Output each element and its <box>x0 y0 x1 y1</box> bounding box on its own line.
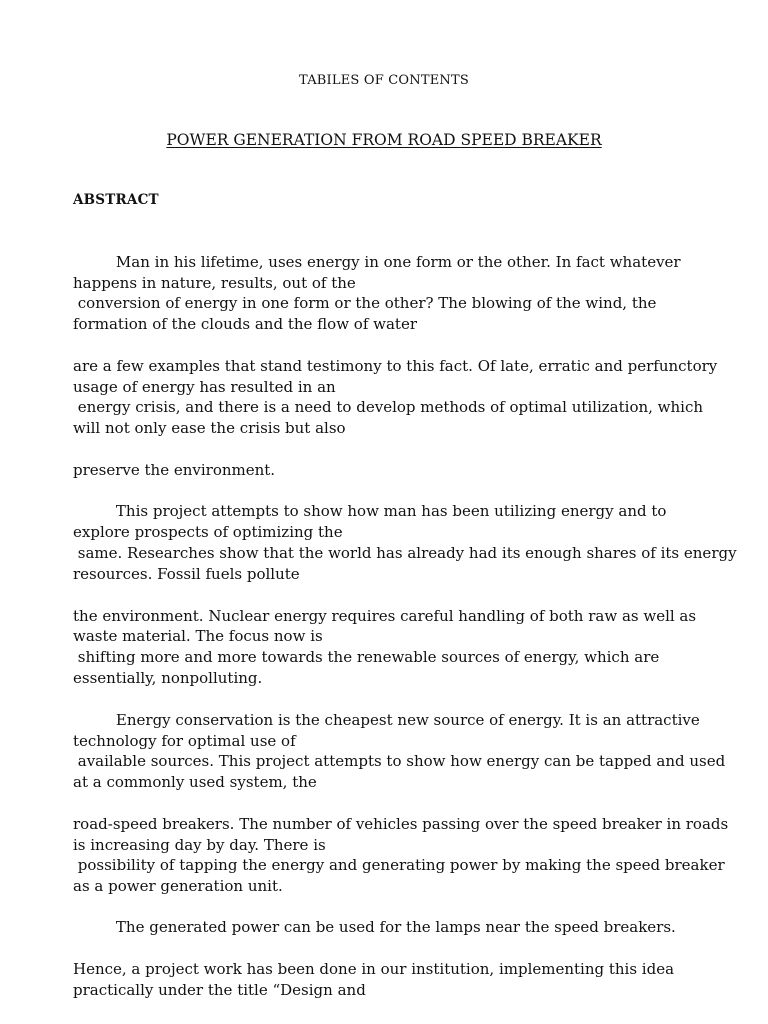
text-line: at a commonly used system, the <box>73 773 317 791</box>
text-line: shifting more and more towards the renewable sources of energy, which are <box>73 648 660 666</box>
text-line: explore prospects of optimizing the <box>73 523 343 541</box>
abstract-heading: ABSTRACT <box>73 192 159 208</box>
text-line: happens in nature, results, out of the <box>73 274 356 292</box>
document-title: POWER GENERATION FROM ROAD SPEED BREAKER <box>166 131 602 149</box>
text-line: Hence, a project work has been done in our institution, implementing this idea <box>73 960 675 978</box>
text-line: The generated power can be used for the lamps near the speed breakers. <box>73 918 676 936</box>
text-line: are a few examples that stand testimony to this fact. Of late, erratic and perfunctory <box>73 357 718 375</box>
text-line: waste material. The focus now is <box>73 627 323 645</box>
text-line: available sources. This project attempts to show how energy can be tapped and used <box>73 752 726 770</box>
text-line: energy crisis, and there is a need to develop methods of optimal utilization, which <box>73 398 704 416</box>
text-line: usage of energy has resulted in an <box>73 378 336 396</box>
text-line: Energy conservation is the cheapest new source of energy. It is an attractive <box>73 711 700 729</box>
text-line: as a power generation unit. <box>73 877 283 895</box>
text-line: This project attempts to show how man has been utilizing energy and to <box>73 502 667 520</box>
text-line: conversion of energy in one form or the other? The blowing of the wind, the <box>73 294 657 312</box>
text-line: Man in his lifetime, uses energy in one form or the other. In fact whatever <box>73 253 681 271</box>
text-line: road-speed breakers. The number of vehicles passing over the speed breaker in roads <box>73 815 729 833</box>
text-line: is increasing day by day. There is <box>73 836 326 854</box>
text-line: formation of the clouds and the flow of water <box>73 315 418 333</box>
text-line: same. Researches show that the world has already had its enough shares of its energy <box>73 544 737 562</box>
text-line: practically under the title “Design and <box>73 981 366 999</box>
text-line: will not only ease the crisis but also <box>73 419 346 437</box>
text-line: technology for optimal use of <box>73 732 296 750</box>
text-line: essentially, nonpolluting. <box>73 669 263 687</box>
text-line: preserve the environment. <box>73 461 276 479</box>
text-line: resources. Fossil fuels pollute <box>73 565 300 583</box>
text-line: the environment. Nuclear energy requires careful handling of both raw as well as <box>73 607 697 625</box>
toc-heading: TABILES OF CONTENTS <box>299 73 469 88</box>
text-line: possibility of tapping the energy and generating power by making the speed breaker <box>73 856 725 874</box>
